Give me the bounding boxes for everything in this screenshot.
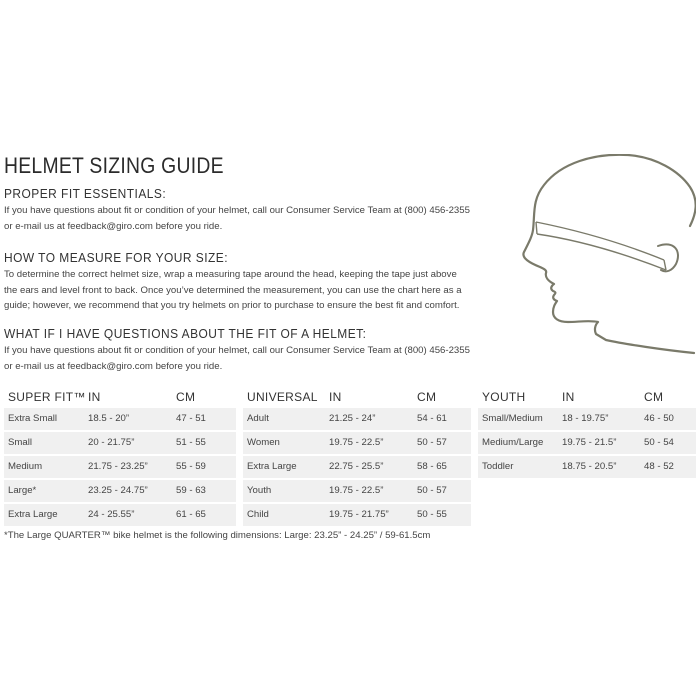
table-row: [478, 456, 696, 478]
size-cell: Extra Large: [247, 461, 297, 472]
cm-cell: 55 - 59: [176, 461, 206, 472]
table-row: [243, 432, 471, 454]
section-heading: HOW TO MEASURE FOR YOUR SIZE:: [4, 250, 229, 265]
inch-cell: 19.75 - 22.5”: [329, 437, 384, 448]
cm-cell: 50 - 55: [417, 509, 447, 520]
size-cell: Toddler: [482, 461, 514, 472]
table-row: [4, 504, 236, 526]
size-cell: Small/Medium: [482, 413, 543, 424]
inch-cell: 20 - 21.75”: [88, 437, 135, 448]
inch-cell: 21.75 - 23.25”: [88, 461, 148, 472]
size-cell: Women: [247, 437, 280, 448]
section-heading: WHAT IF I HAVE QUESTIONS ABOUT THE FIT OF A HELMET:: [4, 326, 367, 341]
size-cell: Youth: [247, 485, 272, 496]
inch-cell: 24 - 25.55”: [88, 509, 135, 520]
cm-cell: 51 - 55: [176, 437, 206, 448]
column-header: CM: [644, 390, 664, 404]
cm-cell: 54 - 61: [417, 413, 447, 424]
inch-cell: 18 - 19.75”: [562, 413, 609, 424]
inch-cell: 22.75 - 25.5”: [329, 461, 384, 472]
column-header: SUPER FIT™: [8, 390, 86, 404]
cm-cell: 59 - 63: [176, 485, 206, 496]
section-heading: PROPER FIT ESSENTIALS:: [4, 186, 167, 201]
cm-cell: 50 - 54: [644, 437, 674, 448]
cm-cell: 50 - 57: [417, 437, 447, 448]
size-cell: Adult: [247, 413, 269, 424]
inch-cell: 21.25 - 24”: [329, 413, 376, 424]
column-header: CM: [176, 390, 196, 404]
cm-cell: 50 - 57: [417, 485, 447, 496]
head-measurement-icon: [496, 154, 696, 358]
section-body: To determine the correct helmet size, wrap a measuring tape around the head, keeping the tape just above the ears and level front to back. Once you’ve determined the measurement, you can use the chart here as a guide; however, we recommend that you try helmets on prior to purchase to ensure the best fit and comfort.: [4, 269, 462, 311]
column-header: IN: [88, 390, 101, 404]
cm-cell: 58 - 65: [417, 461, 447, 472]
cm-cell: 47 - 51: [176, 413, 206, 424]
page-title: HELMET SIZING GUIDE: [4, 153, 224, 178]
inch-cell: 19.75 - 21.5”: [562, 437, 617, 448]
section-proper-fit: [4, 186, 470, 234]
size-cell: Child: [247, 509, 269, 520]
column-header: YOUTH: [482, 390, 526, 404]
column-header: CM: [417, 390, 437, 404]
cm-cell: 61 - 65: [176, 509, 206, 520]
table-row: [4, 480, 236, 502]
table-row: [243, 408, 471, 430]
table-row: [478, 408, 696, 430]
inch-cell: 19.75 - 21.75”: [329, 509, 389, 520]
section-fit-questions: [4, 326, 470, 374]
cm-cell: 48 - 52: [644, 461, 674, 472]
inch-cell: 19.75 - 22.5”: [329, 485, 384, 496]
section-body: If you have questions about fit or condition of your helmet, call our Consumer Service Team at (800) 456-2355 or e-mail us at feedback@giro.com before you ride.: [4, 345, 470, 372]
table-header-row: [478, 386, 696, 408]
inch-cell: 18.75 - 20.5”: [562, 461, 617, 472]
inch-cell: 23.25 - 24.75”: [88, 485, 148, 496]
table-row: [4, 408, 236, 430]
inch-cell: 18.5 - 20”: [88, 413, 130, 424]
table-row: [243, 456, 471, 478]
size-cell: Extra Large: [8, 509, 58, 520]
footnote: *The Large QUARTER™ bike helmet is the following dimensions: Large: 23.25” - 24.25” / 59-61.5cm: [4, 530, 431, 541]
table-header-row: [4, 386, 236, 408]
column-header: IN: [562, 390, 575, 404]
table-row: [243, 504, 471, 526]
size-cell: Extra Small: [8, 413, 58, 424]
table-row: [4, 456, 236, 478]
size-cell: Small: [8, 437, 32, 448]
table-row: [4, 432, 236, 454]
size-cell: Medium/Large: [482, 437, 544, 448]
table-row: [243, 480, 471, 502]
section-body: If you have questions about fit or condition of your helmet, call our Consumer Service Team at (800) 456-2355 or e-mail us at feedback@giro.com before you ride.: [4, 205, 470, 232]
size-cell: Medium: [8, 461, 43, 472]
table-header-row: [243, 386, 471, 408]
section-how-to-measure: [4, 250, 470, 314]
column-header: UNIVERSAL: [247, 390, 318, 404]
cm-cell: 46 - 50: [644, 413, 674, 424]
column-header: IN: [329, 390, 342, 404]
size-cell: Large*: [8, 485, 37, 496]
table-row: [478, 432, 696, 454]
